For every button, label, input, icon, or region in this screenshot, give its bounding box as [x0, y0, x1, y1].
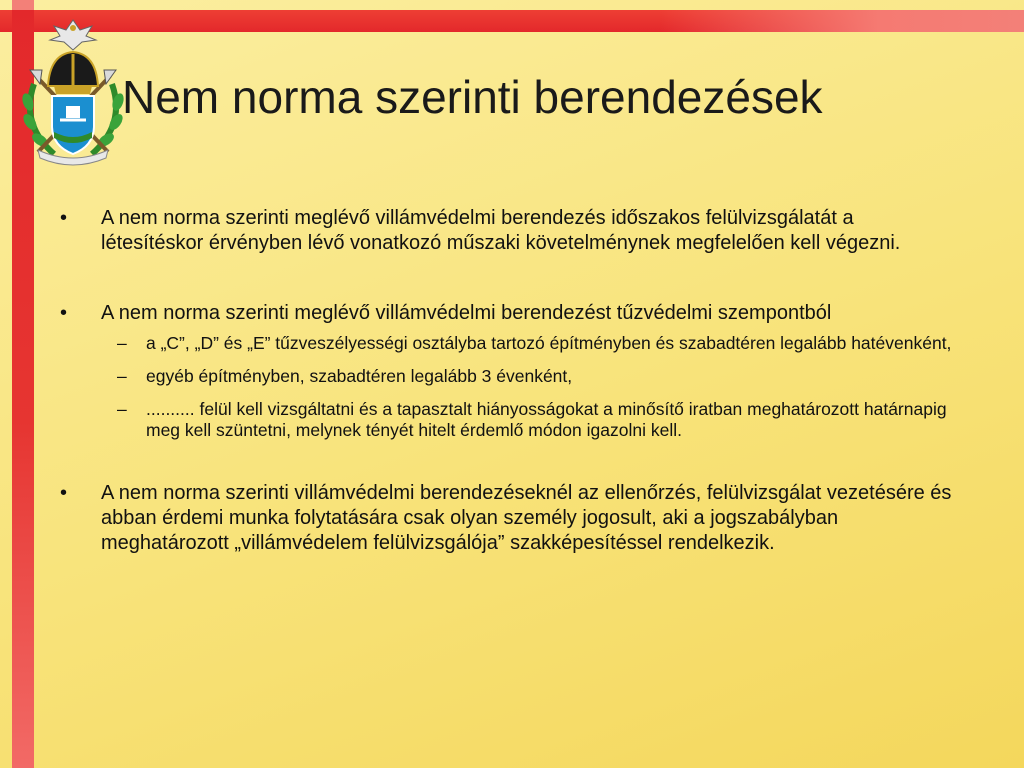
bullet-mark: •	[60, 482, 68, 504]
sub-bullet-item	[60, 366, 960, 387]
bullet-mark: •	[60, 302, 68, 324]
top-accent-highlight	[660, 10, 1024, 32]
sub-bullet-text: egyéb építményben, szabadtéren legalább 3 évenként,	[146, 366, 573, 386]
sub-bullet-text: .......... felül kell vizsgáltatni és a tapasztalt hiányosságokat a minősítő iratban meghatározott határnapig meg kell szüntetni, melynek tényét hitelt érdemlő módon igazolni kell.	[146, 399, 947, 440]
bullet-text: A nem norma szerinti meglévő villámvédelmi berendezést tűzvédelmi szempontból	[101, 302, 832, 324]
bullet-item	[60, 481, 960, 556]
sub-bullet-mark: –	[117, 366, 127, 386]
bullet-item	[60, 206, 960, 256]
sub-bullet-mark: –	[117, 333, 127, 353]
sub-bullet-item	[60, 333, 960, 354]
slide-body	[60, 206, 960, 556]
fire-brigade-crest-icon	[14, 14, 132, 166]
bullet-text: A nem norma szerinti villámvédelmi berendezéseknél az ellenőrzés, felülvizsgálat vezetésére és abban érdemi munka folytatására csak olyan személy jogosult, aki a jogszabályban meghatározott „villámvédelem felülvizsgálója” szakképesítéssel rendelkezik.	[101, 482, 952, 554]
bullet-text: A nem norma szerinti meglévő villámvédelmi berendezés időszakos felülvizsgálatát a létesítéskor érvényben lévő vonatkozó műszaki követelménynek megfelelően kell végezni.	[101, 207, 901, 254]
sub-bullet-item	[60, 399, 960, 441]
left-accent-cap	[12, 0, 34, 10]
sub-bullet-mark: –	[117, 399, 127, 419]
bullet-mark: •	[60, 207, 68, 229]
sub-bullet-text: a „C”, „D” és „E” tűzveszélyességi osztályba tartozó építményben és szabadtéren legalább hatévenként,	[146, 333, 952, 353]
slide-title: Nem norma szerinti berendezések	[122, 71, 823, 123]
bullet-item	[60, 301, 960, 326]
